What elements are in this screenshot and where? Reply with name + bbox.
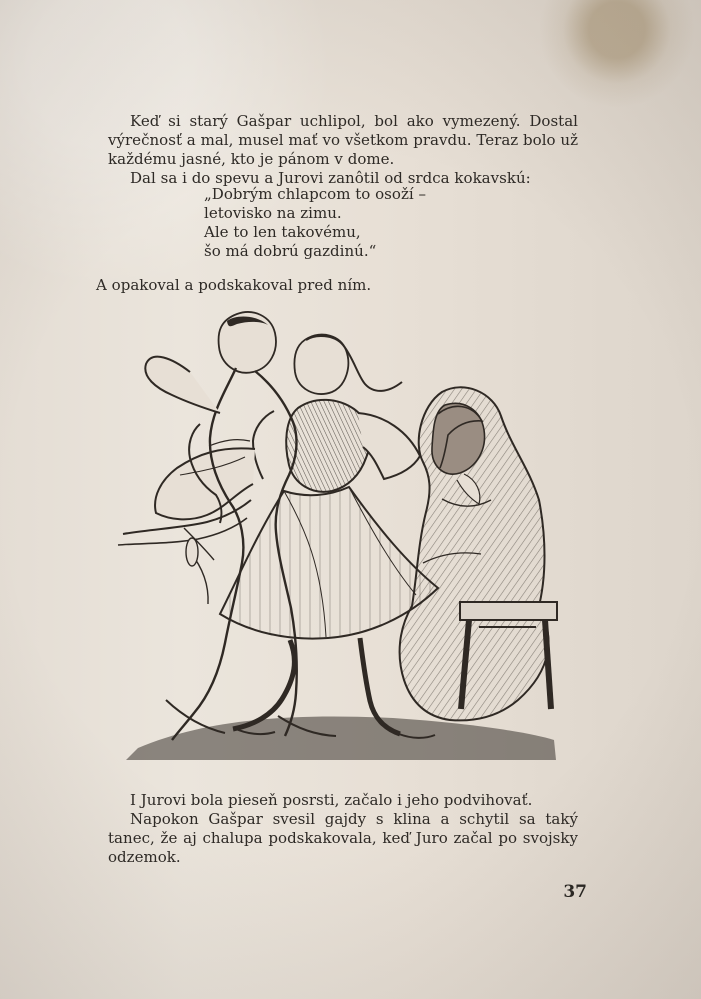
song-quote [204,185,524,261]
paragraph-5: Napokon Gašpar svesil gajdy s klina a schytil sa taký tanec, že aj chalupa podskakovala, keď Juro začal po svojsky odzemok. [108,810,578,866]
song-line-1: „Dobrým chlapcom to osoží – [204,185,426,203]
paragraph-2: Dal sa i do spevu a Jurovi zanôtil od srdca kokavskú: [130,169,531,187]
song-line-4: šo má dobrú gazdinú.“ [204,242,377,260]
paragraph-4: I Jurovi bola pieseň posrsti, začalo i jeho podvihovať. [130,791,533,809]
top-text-block [108,112,578,188]
paragraph-1: Keď si starý Gašpar uchlipol, bol ako vymezený. Dostal výrečnosť a mal, musel mať vo všetkom pravdu. Teraz bolo už každému jasné, kto je pánom v dome. [108,112,578,168]
bottom-text-block [108,791,578,867]
page-number: 37 [563,882,587,902]
paragraph-3: A opakoval a podskakoval pred ním. [96,276,372,294]
floor-shadow [126,716,556,760]
dancing-illustration [108,308,574,760]
song-line-2: letovisko na zimu. [204,204,342,222]
paragraph-3-block [96,276,516,295]
old-woman-figure [400,387,557,720]
folk-dance-drawing [108,308,574,760]
song-line-3: Ale to len takovému, [204,223,361,241]
